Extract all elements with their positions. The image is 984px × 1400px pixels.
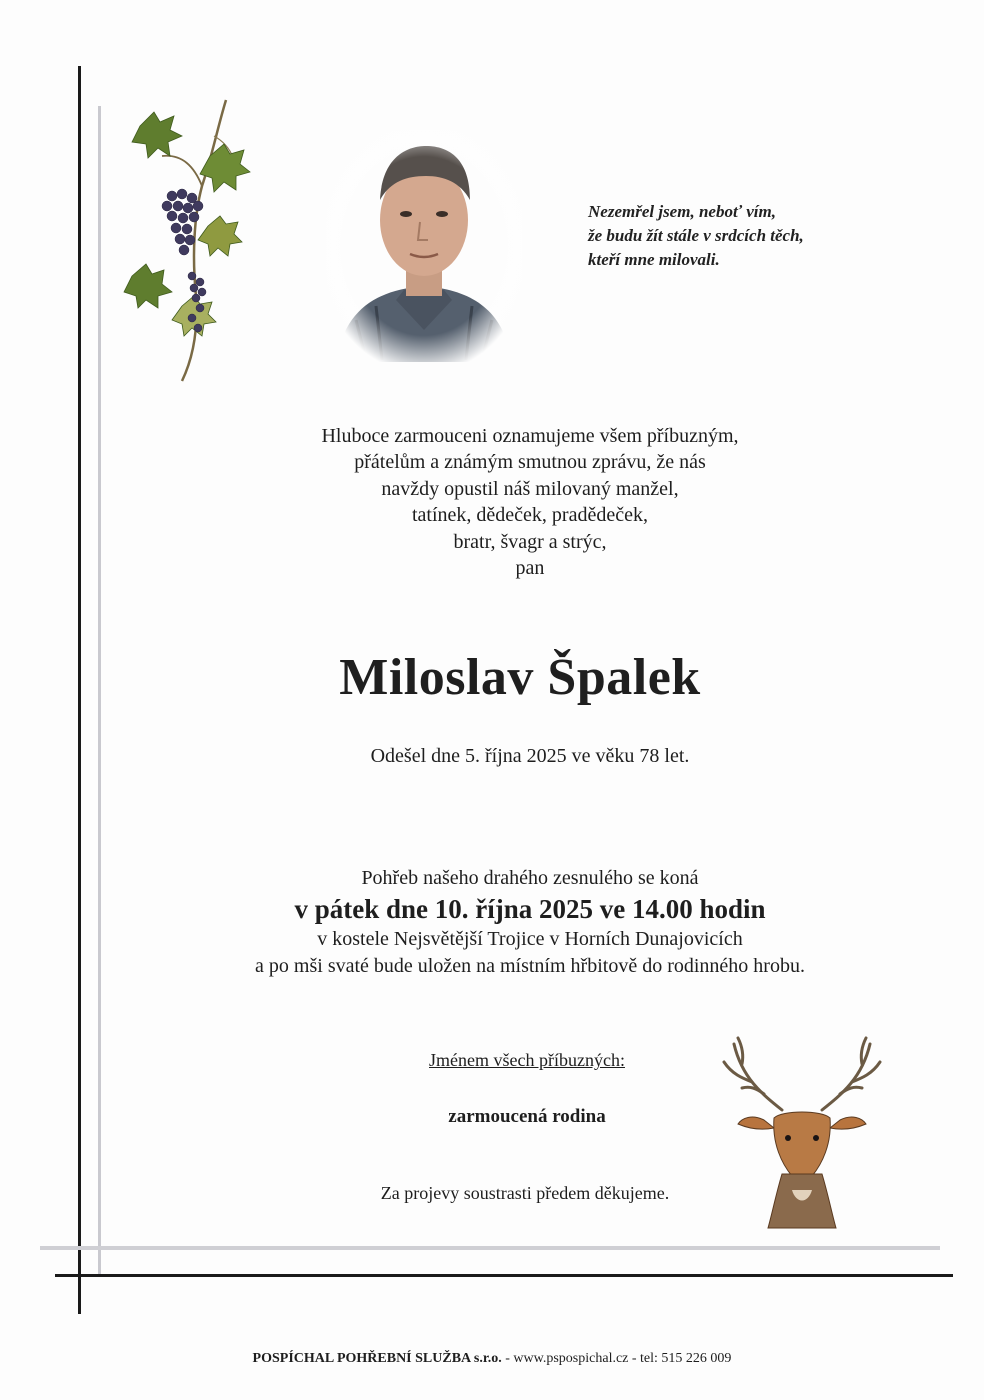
funeral-place	[40, 926, 984, 980]
signoff-label-text: Jménem všech příbuzných:	[429, 1050, 625, 1070]
grapevine-illustration	[122, 96, 254, 386]
funeral-place-line: a po mši svaté bude uložen na místním hřbitově do rodinného hrobu.	[255, 955, 805, 977]
announcement-line: pan	[515, 557, 545, 580]
funeral-date: v pátek dne 10. října 2025 ve 14.00 hodin	[294, 894, 766, 924]
announcement-line: Hluboce zarmouceni oznamujeme všem příbuzným,	[321, 425, 739, 447]
funeral-place-line: v kostele Nejsvětější Trojice v Horních Dunajovicích	[317, 928, 743, 950]
announcement-line: tatínek, dědeček, pradědeček,	[412, 504, 648, 527]
thanks-text: Za projevy soustrasti předem děkujeme.	[380, 1183, 670, 1203]
quote-line: kteří mne milovali.	[588, 250, 720, 269]
announcement-line: přátelům a známým smutnou zprávu, že nás	[354, 451, 706, 474]
funeral-intro: Pohřeb našeho drahého zesnulého se koná	[361, 867, 699, 889]
footer-contact: - www.pspospichal.cz - tel: 515 226 009	[501, 1351, 732, 1366]
border-line-horizontal-grey	[40, 1246, 940, 1250]
deceased-name: Miloslav Špalek	[339, 649, 701, 706]
border-line-horizontal-black	[55, 1274, 953, 1277]
memorial-quote	[588, 200, 888, 272]
footer-company: POSPÍCHAL POHŘEBNÍ SLUŽBA s.r.o.	[252, 1351, 502, 1366]
quote-line: Nezemřel jsem, neboť vím,	[588, 202, 776, 221]
announcement-line: bratr, švagr a strýc,	[453, 530, 607, 553]
announcement-line: navždy opustil náš milovaný manžel,	[381, 477, 679, 500]
portrait-photo	[326, 130, 522, 362]
signoff-family-text: zarmoucená rodina	[448, 1106, 606, 1127]
death-info: Odešel dne 5. října 2025 ve věku 78 let.	[370, 745, 690, 767]
quote-line: že budu žít stále v srdcích těch,	[588, 226, 804, 245]
announcement-text	[40, 423, 984, 581]
deer-head-illustration	[712, 1034, 892, 1230]
footer	[0, 1351, 984, 1367]
